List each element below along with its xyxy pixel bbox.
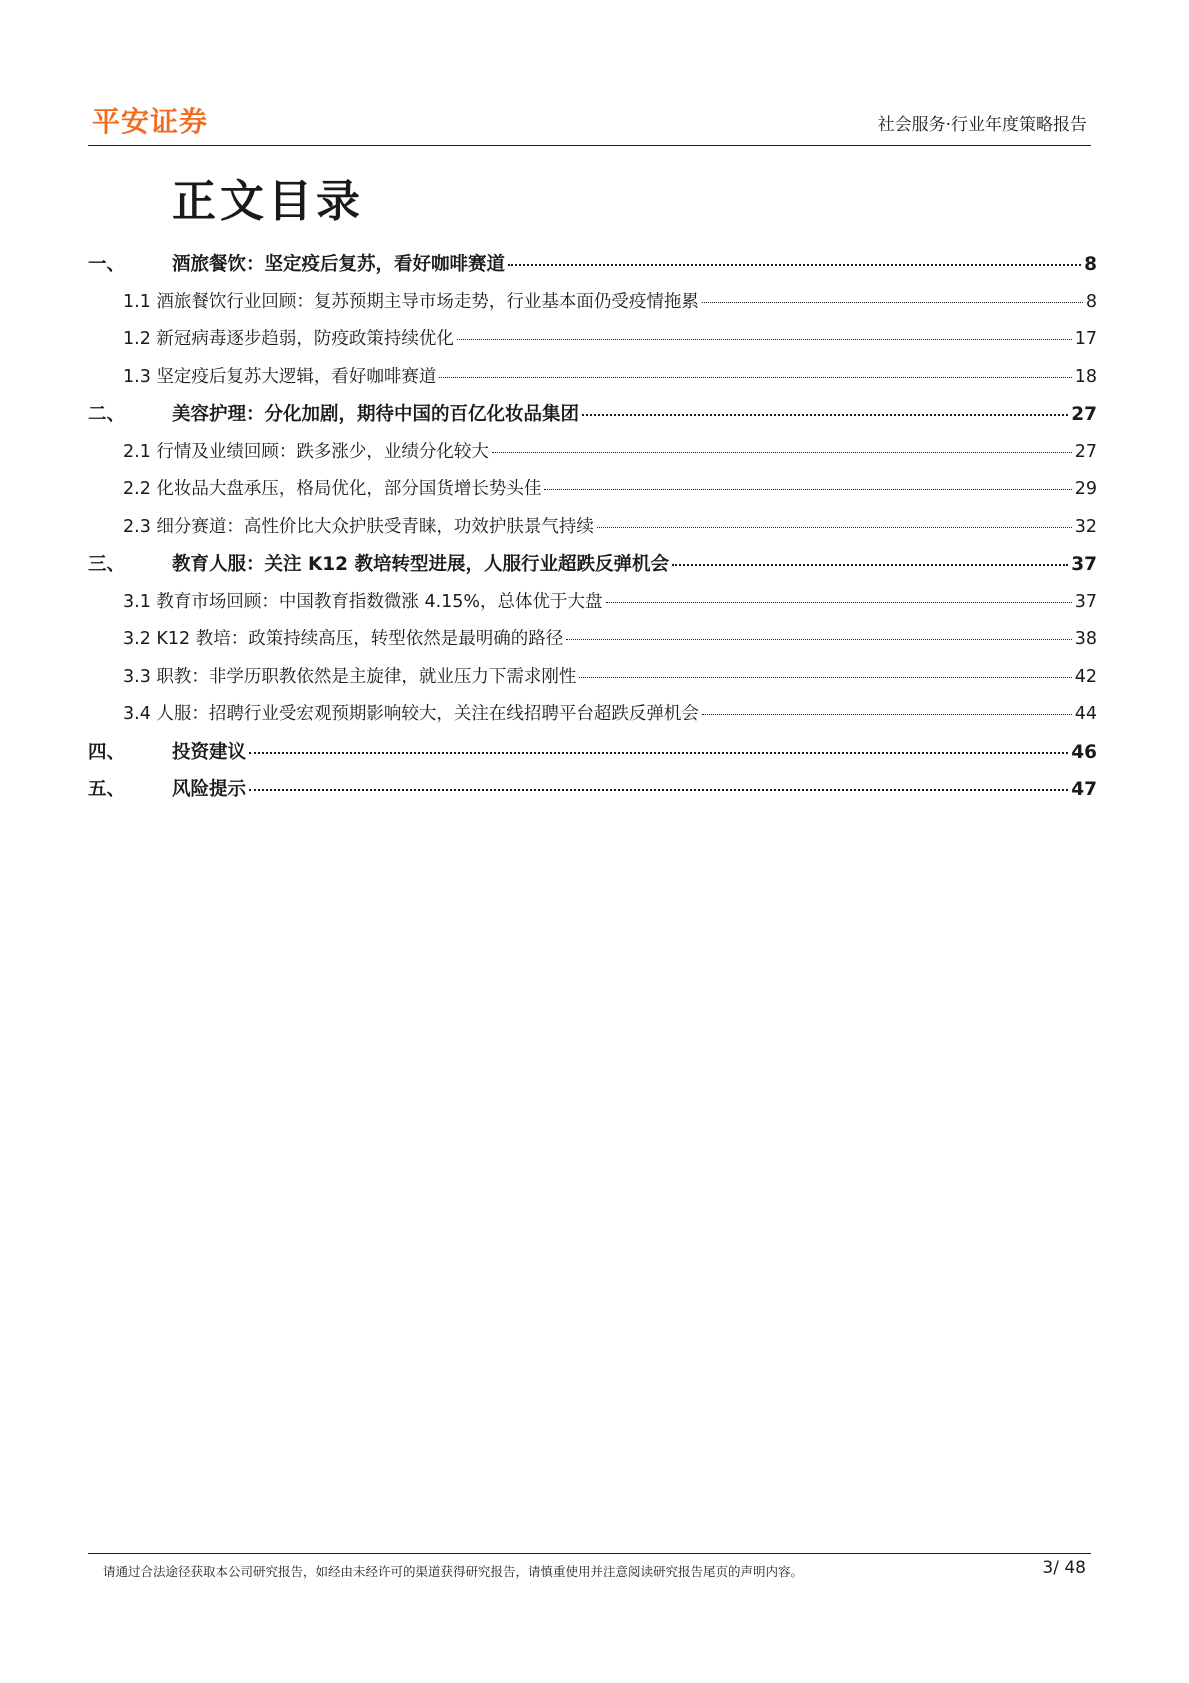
toc-entry-page: 44 [1074,704,1097,724]
toc-leader-dots [606,602,1072,603]
page-title: 正文目录 [172,176,364,227]
toc-entry-page: 47 [1071,779,1097,800]
toc-entry-page: 18 [1074,366,1097,387]
toc-entry-number: 四、 [88,741,126,763]
toc-entry-title: 酒旅餐饮：坚定疫后复苏，看好咖啡赛道 [172,254,506,275]
toc-entry-page: 38 [1074,629,1097,649]
toc-entry-section[interactable] [88,475,1097,513]
toc-entry-number: 五、 [88,779,126,800]
report-type-label: 社会服务·行业年度策略报告 [877,115,1087,135]
toc-leader-dots [457,339,1072,340]
toc-entry-chapter[interactable] [88,250,1097,288]
toc-entry-chapter[interactable] [88,738,1097,776]
toc-entry-title: 教育人服：关注 K12 教培转型进展，人服行业超跌反弹机会 [172,554,669,575]
toc-leader-dots [597,527,1072,528]
toc-entry-title: 2.1 行情及业绩回顾：跌多涨少，业绩分化较大 [123,441,489,462]
toc-entry-number: 二、 [88,404,126,425]
toc-entry-section[interactable] [88,438,1097,476]
toc-entry-title: 1.1 酒旅餐饮行业回顾：复苏预期主导市场走势，行业基本面仍受疫情拖累 [123,291,699,312]
toc-entry-title: 2.2 化妆品大盘承压，格局优化，部分国货增长势头佳 [123,479,542,499]
toc-entry-chapter[interactable] [88,550,1097,588]
toc-entry-page: 46 [1071,741,1097,763]
toc-entry-title: 美容护理：分化加剧，期待中国的百亿化妆品集团 [172,404,580,425]
toc-entry-section[interactable] [88,625,1097,663]
toc-leader-dots [702,714,1072,715]
toc-leader-dots [492,452,1072,453]
toc-leader-dots [508,264,1081,266]
toc-entry-page: 17 [1074,329,1097,349]
toc-leader-dots [702,302,1083,303]
toc-entry-number: 三、 [88,554,126,575]
toc-entry-title: 风险提示 [172,779,247,800]
toc-leader-dots [582,414,1068,416]
toc-entry-chapter[interactable] [88,400,1097,438]
toc-entry-number: 一、 [88,254,126,275]
page-indicator: 3/ 48 [1042,1558,1086,1578]
toc-entry-chapter[interactable] [88,775,1097,813]
toc-entry-page: 27 [1071,404,1097,425]
toc-entry-section[interactable] [88,288,1097,326]
toc-leader-dots [439,377,1071,378]
toc-entry-page: 27 [1074,441,1097,462]
toc-entry-page: 8 [1085,291,1097,312]
toc-entry-title: 3.1 教育市场回顾：中国教育指数微涨 4.15%，总体优于大盘 [123,591,603,612]
toc-entry-section[interactable] [88,588,1097,626]
toc-entry-title: 投资建议 [172,741,247,763]
toc-entry-page: 37 [1071,554,1097,575]
header-divider [88,145,1091,146]
toc-leader-dots [579,677,1071,678]
table-of-contents [88,250,1097,813]
brand-logo: 平安证券 [92,105,209,138]
toc-leader-dots [672,564,1068,566]
toc-entry-title: 3.3 职教：非学历职教依然是主旋律，就业压力下需求刚性 [123,666,577,687]
toc-entry-section[interactable] [88,363,1097,401]
toc-entry-page: 37 [1074,591,1097,612]
toc-entry-page: 42 [1074,666,1097,687]
toc-entry-title: 1.2 新冠病毒逐步趋弱，防疫政策持续优化 [123,329,454,349]
toc-leader-dots [544,489,1071,490]
toc-leader-dots [249,789,1068,791]
toc-entry-page: 8 [1084,254,1097,275]
toc-leader-dots [249,752,1068,754]
toc-entry-title: 3.4 人服：招聘行业受宏观预期影响较大，关注在线招聘平台超跌反弹机会 [123,704,699,724]
toc-entry-section[interactable] [88,513,1097,551]
footer-divider [88,1553,1091,1554]
toc-entry-title: 1.3 坚定疫后复苏大逻辑，看好咖啡赛道 [123,366,437,387]
toc-entry-section[interactable] [88,325,1097,363]
toc-entry-page: 29 [1074,479,1097,499]
footer-disclaimer: 请通过合法途径获取本公司研究报告，如经由未经许可的渠道获得研究报告，请慎重使用并注意阅读研究报告尾页的声明内容。 [103,1564,804,1579]
toc-entry-section[interactable] [88,663,1097,701]
toc-leader-dots [566,639,1072,640]
toc-entry-title: 2.3 细分赛道：高性价比大众护肤受青睐，功效护肤景气持续 [123,516,594,537]
toc-entry-section[interactable] [88,700,1097,738]
toc-entry-page: 32 [1074,516,1097,537]
toc-entry-title: 3.2 K12 教培：政策持续高压，转型依然是最明确的路径 [123,629,564,649]
